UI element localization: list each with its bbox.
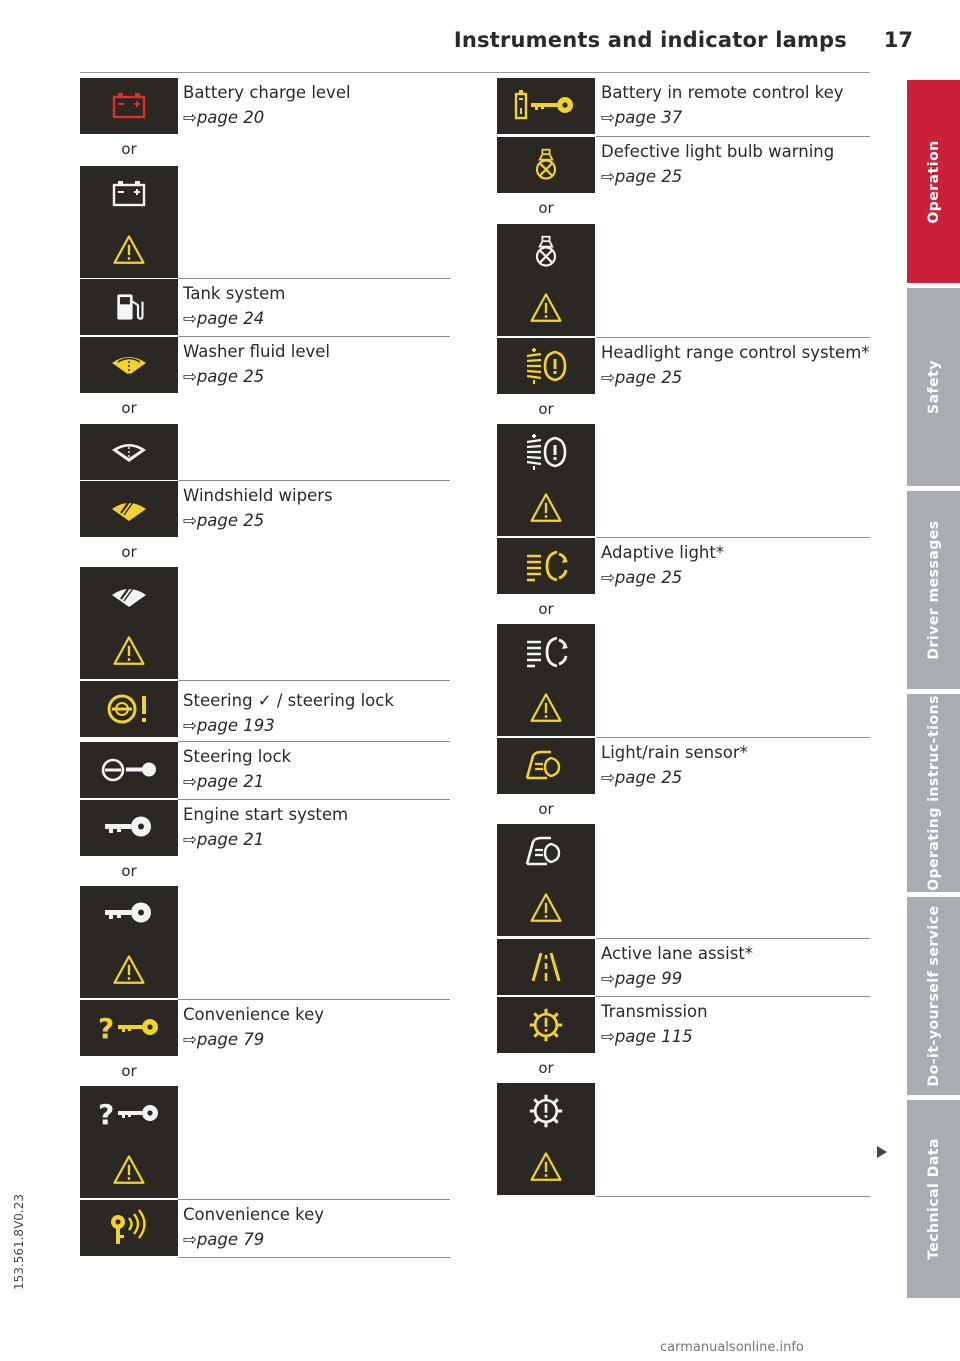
page-ref-link[interactable]: ⇨page 37 bbox=[601, 108, 683, 127]
or-label: or bbox=[121, 399, 137, 417]
entry-title: Steering lock bbox=[183, 747, 292, 766]
page-header bbox=[80, 22, 935, 52]
adaptive-light-icon bbox=[497, 624, 595, 680]
divider bbox=[596, 996, 870, 997]
entry-engine-start bbox=[183, 802, 348, 852]
entry-title: Convenience key bbox=[183, 1005, 324, 1024]
headlight-range-icon bbox=[497, 338, 595, 394]
entry-title: Battery charge level bbox=[183, 83, 351, 102]
next-page-arrow-icon bbox=[877, 1146, 887, 1158]
headlight-range-icon bbox=[497, 424, 595, 480]
page-ref-link[interactable]: ⇨page 25 bbox=[601, 368, 683, 387]
page-ref-link[interactable]: ⇨page 25 bbox=[601, 768, 683, 787]
page-ref-link[interactable]: ⇨page 79 bbox=[183, 1230, 265, 1249]
watermark: carmanualsonline.info bbox=[660, 1340, 804, 1355]
entry-title: Engine start system bbox=[183, 805, 349, 824]
warning-triangle-icon bbox=[497, 480, 595, 536]
entry-headlight-range bbox=[601, 340, 870, 390]
header-rule bbox=[80, 72, 870, 73]
entry-light-rain bbox=[601, 740, 748, 790]
warning-triangle-icon bbox=[497, 1139, 595, 1195]
lane-assist-icon bbox=[497, 939, 595, 995]
key-icon bbox=[80, 886, 178, 942]
entry-washer bbox=[183, 339, 330, 389]
divider bbox=[178, 336, 450, 337]
entry-remote-battery bbox=[601, 80, 844, 130]
tab-driver-messages[interactable]: Driver messages bbox=[907, 491, 960, 689]
page-ref-link[interactable]: ⇨page 24 bbox=[183, 309, 265, 328]
bulb-warning-icon bbox=[497, 137, 595, 193]
or-label: or bbox=[121, 543, 137, 561]
or-label: or bbox=[538, 1059, 554, 1077]
transmission-icon bbox=[497, 1083, 595, 1139]
entry-title: Defective light bulb warning bbox=[601, 142, 835, 161]
page-ref-link[interactable]: ⇨page 21 bbox=[183, 772, 265, 791]
entry-adaptive-light bbox=[601, 540, 724, 590]
entry-battery bbox=[183, 80, 351, 130]
washer-fluid-icon bbox=[80, 337, 178, 393]
warning-triangle-icon bbox=[80, 623, 178, 679]
page-ref-link[interactable]: ⇨page 99 bbox=[601, 969, 683, 988]
page-ref-link[interactable]: ⇨page 25 bbox=[183, 367, 265, 386]
adaptive-light-icon bbox=[497, 538, 595, 594]
divider bbox=[596, 136, 870, 137]
entry-lane-assist bbox=[601, 941, 753, 991]
entry-title: Washer fluid level bbox=[183, 342, 330, 361]
entry-title: Light/rain sensor* bbox=[601, 743, 748, 762]
question-key-icon bbox=[80, 1000, 178, 1056]
or-label: or bbox=[538, 600, 554, 618]
key-icon bbox=[80, 800, 178, 856]
entry-title: Adaptive light* bbox=[601, 543, 725, 562]
washer-fluid-icon bbox=[80, 424, 178, 480]
entry-transmission bbox=[601, 999, 708, 1049]
page-ref-link[interactable]: ⇨page 20 bbox=[183, 108, 265, 127]
divider bbox=[178, 680, 450, 681]
key-signal-icon bbox=[80, 1200, 178, 1256]
divider bbox=[178, 278, 450, 279]
entry-steering-lock bbox=[183, 744, 291, 794]
tab-operating-instructions[interactable]: Operating instruc-tions bbox=[907, 694, 960, 892]
light-rain-sensor-icon bbox=[497, 738, 595, 794]
entry-title: Steering ✓ / steering lock bbox=[183, 691, 394, 710]
tab-do-it-yourself-service[interactable]: Do-it-yourself service bbox=[907, 897, 960, 1095]
document-code: 153.561.8V0.23 bbox=[12, 1194, 26, 1290]
page-ref-link[interactable]: ⇨page 115 bbox=[601, 1027, 693, 1046]
or-label: or bbox=[538, 400, 554, 418]
warning-triangle-icon bbox=[497, 680, 595, 736]
bulb-warning-icon bbox=[497, 224, 595, 280]
entry-bulb bbox=[601, 139, 834, 189]
divider bbox=[178, 999, 450, 1000]
steering-lock-icon bbox=[80, 742, 178, 798]
entry-title: Battery in remote control key bbox=[601, 83, 844, 102]
entry-title: Headlight range control system* bbox=[601, 343, 870, 362]
tab-technical-data[interactable]: Technical Data bbox=[907, 1100, 960, 1298]
or-label: or bbox=[538, 199, 554, 217]
page-ref-link[interactable]: ⇨page 25 bbox=[601, 167, 683, 186]
page-number: 17 bbox=[883, 28, 913, 52]
entry-tank bbox=[183, 281, 285, 331]
divider bbox=[178, 799, 450, 800]
warning-triangle-icon bbox=[80, 222, 178, 278]
or-label: or bbox=[121, 1062, 137, 1080]
light-rain-sensor-icon bbox=[497, 824, 595, 880]
divider bbox=[178, 480, 450, 481]
or-label: or bbox=[538, 800, 554, 818]
entry-steering bbox=[183, 688, 394, 738]
wiper-icon bbox=[80, 567, 178, 623]
divider bbox=[596, 938, 870, 939]
divider bbox=[178, 741, 450, 742]
page-ref-link[interactable]: ⇨page 25 bbox=[601, 568, 683, 587]
warning-triangle-icon bbox=[497, 880, 595, 936]
page-title: Instruments and indicator lamps bbox=[453, 28, 847, 52]
entry-title: Transmission bbox=[601, 1002, 708, 1021]
page-ref-link[interactable]: ⇨page 193 bbox=[183, 716, 275, 735]
tab-safety[interactable]: Safety bbox=[907, 288, 960, 486]
or-label: or bbox=[121, 140, 137, 158]
wiper-icon bbox=[80, 481, 178, 537]
or-label: or bbox=[121, 862, 137, 880]
divider bbox=[596, 737, 870, 738]
divider bbox=[178, 1199, 450, 1200]
page-ref-link[interactable]: ⇨page 21 bbox=[183, 830, 265, 849]
warning-triangle-icon bbox=[80, 1142, 178, 1198]
question-key-icon bbox=[80, 1086, 178, 1142]
steering-warning-icon bbox=[80, 681, 178, 737]
page-ref-link[interactable]: ⇨page 25 bbox=[183, 511, 265, 530]
entry-wipers bbox=[183, 483, 333, 533]
warning-triangle-icon bbox=[497, 280, 595, 336]
divider bbox=[596, 337, 870, 338]
transmission-icon bbox=[497, 997, 595, 1053]
warning-triangle-icon bbox=[80, 942, 178, 998]
entry-title: Windshield wipers bbox=[183, 486, 333, 505]
entry-convenience-key-2 bbox=[183, 1202, 324, 1252]
page-ref-link[interactable]: ⇨page 79 bbox=[183, 1030, 265, 1049]
divider bbox=[178, 1257, 450, 1258]
tab-operation[interactable]: Operation bbox=[907, 80, 960, 283]
remote-key-battery-icon bbox=[497, 78, 595, 134]
entry-title: Tank system bbox=[183, 284, 286, 303]
battery-icon bbox=[80, 78, 178, 134]
divider bbox=[596, 537, 870, 538]
fuel-pump-icon bbox=[80, 279, 178, 335]
entry-convenience-key bbox=[183, 1002, 324, 1052]
divider bbox=[596, 1196, 870, 1197]
entry-title: Active lane assist* bbox=[601, 944, 754, 963]
entry-title: Convenience key bbox=[183, 1205, 324, 1224]
battery-icon bbox=[80, 166, 178, 222]
